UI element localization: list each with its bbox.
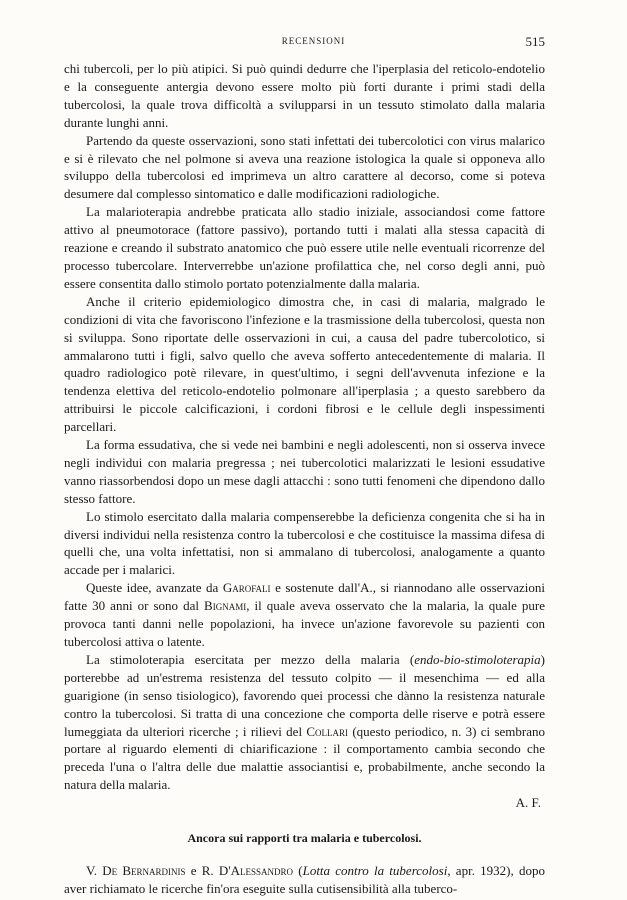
author-name: Garofali — [222, 580, 271, 596]
paragraph: chi tubercoli, per lo più atipici. Si può quindi dedurre che l'iperplasia del reticolo-endotelio e la conseguente antergia devono essere molto più forti durante i primi stadi della tubercolosi, la quale trova difficoltà a svilupparsi in un tessuto stimolato dalla malaria durante lunghi anni. — [64, 61, 545, 130]
running-head: RECENSIONI — [281, 36, 346, 46]
page-header — [0, 36, 627, 52]
text-run: , il quale aveva osservato che la malaria, la quale pure provoca tanti danni nelle popolazioni, ha invece un'azione favorevole su pazienti con tubercolosi attiva o latente. — [64, 598, 545, 649]
paragraph: Partendo da queste osservazioni, sono stati infettati dei tubercolotici con virus malarico e si è rilevato che nel polmone si aveva una reazione istologica la quale si opponeva allo sviluppo della tubercolosi ed imprimeva un altro carattere al decorso, come si poteva desumere dal complesso sintomatico e dalle modificazioni radiologiche. — [64, 132, 545, 202]
text-run: La stimoloterapia esercitata per mezzo della malaria ( — [86, 651, 415, 667]
paragraph: La malarioterapia andrebbe praticata allo stadio iniziale, associandosi come fattore attivo al pneumotorace (fattore passivo), portando tutti i malati alla stessa capacità di reazione e creando il substrato anatomico che può essere utile nelle eventuali ricorrenze del processo tubercolare. Interverrebbe un'azione profilattica che, nel corso degli anni, può essere consentita dallo stimolo portato potenzialmente dalla malaria. — [64, 204, 545, 291]
text-run: ( — [293, 862, 303, 878]
author-name: D'Alessandro — [218, 862, 294, 878]
text-run: ) porterebbe ad un'estrema resistenza del tessuto colpito — il mesenchima — ed alla guarigione (in senso tisiologico), favorendo quei processi che dànno la resistenza naturale contro la tubercolosi. Si tratta di una concezione che comporta delle riserve e potrà essere lumeggiata da ulteriori ricerche ; i rilievi del — [64, 651, 545, 739]
text-run: e R. — [185, 862, 219, 878]
paragraph: La forma essudativa, che si vede nei bambini e negli adolescenti, non si osserva invece negli individui con malaria pregressa ; nei tubercolotici malarizzati le lesioni essudative vanno riassorbendosi dopo un mese dagli attacchi : sono tutti fenomeni che dipendono dallo stesso fattore. — [64, 437, 545, 506]
author-name: Collari — [306, 723, 349, 739]
paragraph — [64, 579, 545, 651]
text-run: V. — [86, 862, 103, 878]
section-title: Ancora sui rapporti tra malaria e tubercolosi. — [187, 831, 422, 846]
page-number: 515 — [525, 34, 545, 49]
paragraph: Lo stimolo esercitato dalla malaria compenserebbe la deficienza congenita che si ha in diversi individui nella resistenza contro la tubercolosi e che costituisce la massima difesa di quelli che, una volta infettatisi, non si ammalano di tubercolosi, analogamente a quanto accade per i malarici. — [64, 508, 545, 578]
author-name: Bignami — [204, 598, 247, 614]
paragraph: Anche il criterio epidemiologico dimostra che, in casi di malaria, malgrado le condizioni di vita che favoriscono l'infezione e la trasmissione della tubercolosi, questa non si sviluppa. Sono riportate delle osservazioni in cui, a causa del padre tubercolotico, si ammalarono tutti i figli, salvo quello che aveva sofferto antecedentemente di malaria. Il quadro radiologico potè rilevare, in quest'ultimo, i segni dell'avvenuta infezione e la tendenza elettiva del reticolo-endotelio polmonare all'iperplasia ; a questo sarebbero da attribuirsi le piccole calcificazioni, i cordoni fibrosi e le cellule degli inspessimenti parcellari. — [64, 293, 545, 435]
author-name: De Bernardinis — [102, 862, 186, 878]
text-run: (questo periodico, n. 3) ci sembrano portare al riguardo elementi di chiarificazione : il comportamento cambia secondo che preceda l'una o l'altra delle due malattie associantisi e, probabilmente, anche secondo la natura della malaria. — [64, 723, 546, 793]
paragraph — [64, 862, 545, 898]
paragraph — [64, 651, 545, 794]
text-run: , apr. 1932), dopo aver richiamato le ricerche fin'ora eseguite sulla cutisensibilità alla tuberco- — [64, 862, 545, 896]
text-run: e sostenute dall'A., si riannodano alle osservazioni fatte 30 anni or sono dal — [64, 580, 545, 614]
journal-title: Lotta contro la tubercolosi — [302, 862, 448, 878]
signature: A. F. — [515, 795, 541, 811]
italic-term: endo-bio-stimoloterapia — [414, 651, 541, 667]
text-run: Queste idee, avanzate da — [86, 580, 223, 596]
body-text — [64, 60, 545, 898]
